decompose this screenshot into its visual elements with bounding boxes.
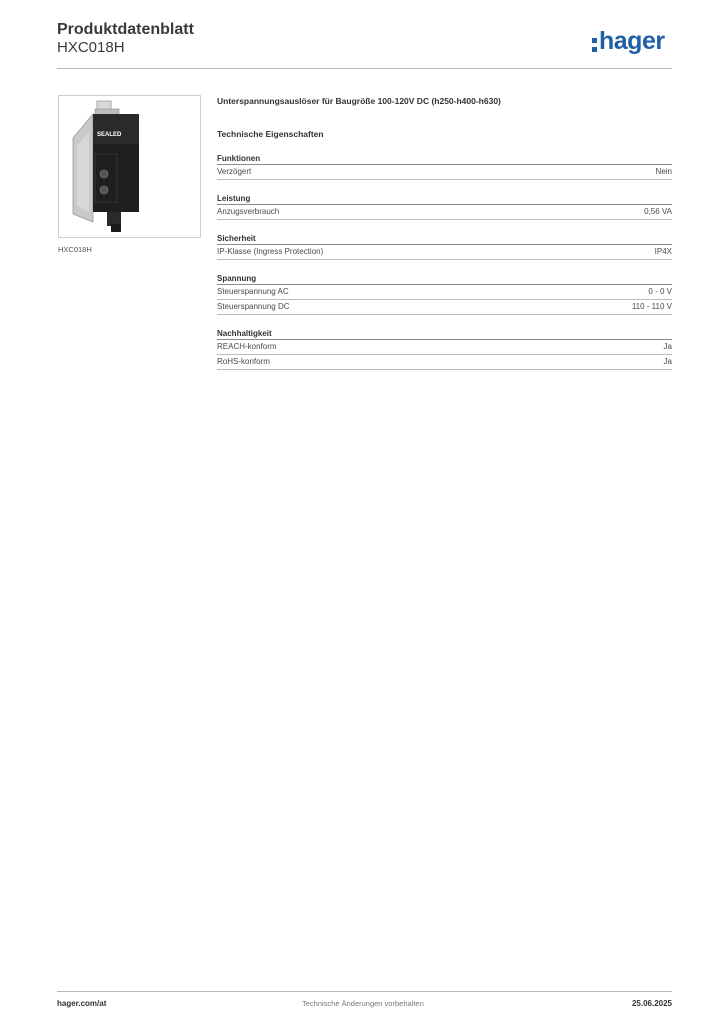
spec-label: Anzugsverbrauch	[217, 207, 280, 216]
header-divider	[57, 68, 672, 69]
hager-logo: hager	[592, 26, 665, 56]
spec-row	[217, 355, 672, 370]
spec-label: Verzögert	[217, 167, 252, 176]
spec-label: RoHS-konform	[217, 357, 270, 366]
spec-group-spannung	[217, 273, 672, 315]
section-heading: Technische Eigenschaften	[217, 129, 324, 139]
footer-disclaimer: Technische Änderungen vorbehalten	[302, 999, 424, 1008]
spec-value: 0,56 VA	[644, 207, 672, 216]
specifications	[217, 96, 672, 370]
footer-divider	[57, 991, 672, 992]
logo-colon-icon	[592, 35, 598, 55]
product-code: HXC018H	[57, 39, 125, 56]
spec-row	[217, 300, 672, 315]
spec-label: IP-Klasse (Ingress Protection)	[217, 247, 324, 256]
spec-value: Ja	[663, 342, 672, 351]
spec-value: Nein	[655, 167, 672, 176]
spec-value: Ja	[663, 357, 672, 366]
footer-date: 25.06.2025	[631, 999, 672, 1008]
spec-label: Steuerspannung AC	[217, 287, 289, 296]
footer-website: hager.com/at	[57, 999, 107, 1008]
spec-group-nachhaltigkeit	[217, 328, 672, 370]
spec-value: IP4X	[654, 247, 672, 256]
spec-group-sicherheit	[217, 233, 672, 260]
product-description: Unterspannungsauslöser für Baugröße 100-120V DC (h250-h400-h630)	[217, 96, 501, 106]
spec-row	[217, 285, 672, 300]
spec-group-funktionen	[217, 153, 672, 180]
group-title: Sicherheit	[217, 234, 256, 243]
spec-value: 0 - 0 V	[648, 287, 672, 296]
image-caption: HXC018H	[58, 245, 92, 254]
spec-group-leistung	[217, 193, 672, 220]
group-title: Funktionen	[217, 154, 261, 163]
spec-row	[217, 165, 672, 180]
spec-label: REACH-konform	[217, 342, 277, 351]
sealed-label: SEALED	[97, 132, 122, 138]
group-title: Spannung	[217, 274, 257, 283]
group-title: Nachhaltigkeit	[217, 329, 272, 338]
product-image	[58, 95, 201, 238]
spec-row	[217, 205, 672, 220]
spec-row	[217, 340, 672, 355]
page-title: Produktdatenblatt	[57, 21, 194, 38]
product-illustration	[59, 96, 200, 237]
spec-row	[217, 245, 672, 260]
group-title: Leistung	[217, 194, 251, 203]
spec-value: 110 - 110 V	[631, 302, 672, 311]
spec-label: Steuerspannung DC	[217, 302, 290, 311]
